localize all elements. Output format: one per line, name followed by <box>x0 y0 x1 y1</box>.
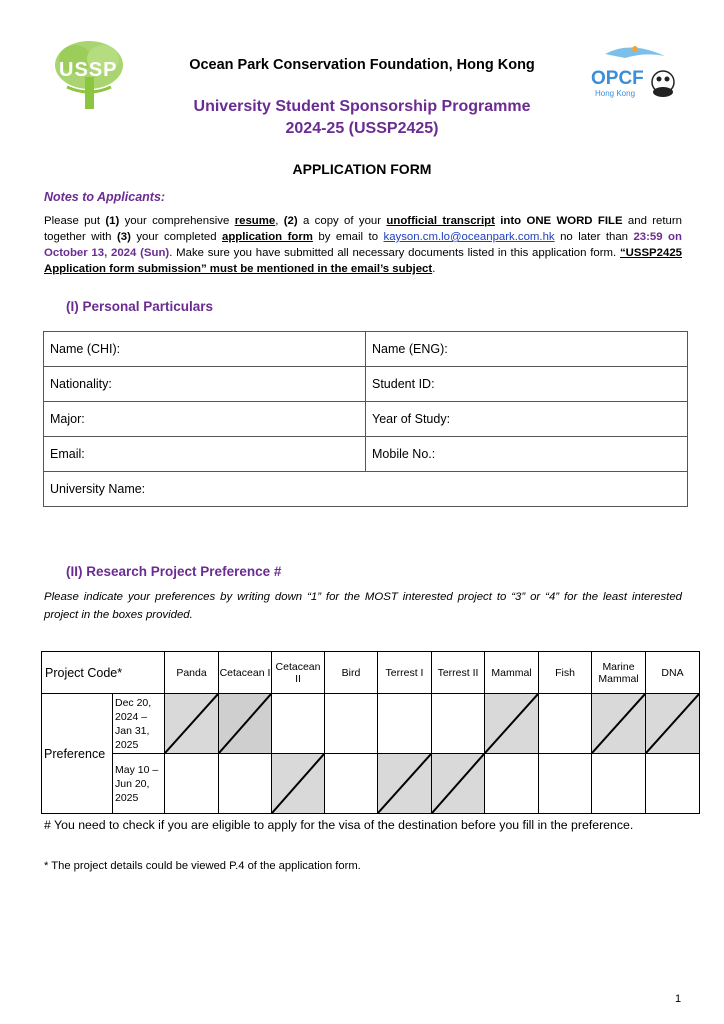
project-column-header: Mammal <box>485 652 539 694</box>
preference-input-cell[interactable] <box>646 754 700 814</box>
section-research-heading: (II) Research Project Preference # <box>66 564 282 579</box>
unavailable-cell <box>272 754 325 814</box>
period-1: Dec 20, 2024 – Jan 31, 2025 <box>113 694 165 754</box>
project-column-header: Terrest I <box>378 652 432 694</box>
preference-input-cell[interactable] <box>432 694 485 754</box>
unavailable-cell <box>378 754 432 814</box>
section-personal-heading: (I) Personal Particulars <box>66 299 214 314</box>
preference-table <box>41 651 700 814</box>
student-id-field[interactable]: Student ID: <box>366 367 688 402</box>
diagonal-line <box>592 694 645 753</box>
unavailable-cell <box>485 694 539 754</box>
preference-input-cell[interactable] <box>165 754 219 814</box>
page-number: 1 <box>675 993 682 1005</box>
diagonal-line <box>646 694 699 753</box>
diagonal-line <box>219 694 271 753</box>
preference-input-cell[interactable] <box>592 754 646 814</box>
diagonal-line <box>272 754 324 813</box>
project-column-header: Bird <box>325 652 378 694</box>
diagonal-line <box>165 694 218 753</box>
preference-input-cell[interactable] <box>485 754 539 814</box>
opcf-logo-text: OPCF <box>591 68 644 89</box>
ussp-logo-text: USSP <box>59 59 118 81</box>
deadline: 23:59 on October 13, 2024 (Sun) <box>44 231 682 259</box>
project-column-header: Terrest II <box>432 652 485 694</box>
project-column-header: Cetacean II <box>272 652 325 694</box>
opcf-logo-subtext: Hong Kong <box>595 89 636 98</box>
notes-paragraph: Please put (1) your comprehensive resume, (2) a copy of your unofficial transcript into ONE WORD FILE and return together with (3) your completed application form by email to kayson.cm.lo@oceanpark.com.hk no later than 23:59 on October 13, 2024 (Sun). Make sure you have submitted all necessary documents listed in this application form. “USSP2425 Application form submission” must be mentioned in the email’s subject. <box>44 215 682 275</box>
visa-footnote: # You need to check if you are eligible to apply for the visa of the destination before you fill in the preference. <box>44 818 634 832</box>
project-column-header: Panda <box>165 652 219 694</box>
project-column-header: Fish <box>539 652 592 694</box>
unavailable-cell <box>219 694 272 754</box>
form-title: APPLICATION FORM <box>292 161 432 177</box>
unavailable-cell <box>432 754 485 814</box>
email-field[interactable]: Email: <box>44 437 366 472</box>
programme-year: 2024-25 (USSP2425) <box>285 120 439 137</box>
diagonal-line <box>485 694 538 753</box>
diagonal-line <box>378 754 431 813</box>
name-chi-field[interactable]: Name (CHI): <box>44 332 366 367</box>
email-link[interactable]: kayson.cm.lo@oceanpark.com.hk <box>383 231 555 243</box>
project-details-footnote: * The project details could be viewed P.4 of the application form. <box>44 860 361 872</box>
preference-input-cell[interactable] <box>539 694 592 754</box>
project-code-header: Project Code* <box>42 652 165 694</box>
project-column-header: DNA <box>646 652 700 694</box>
project-column-header: Cetacean I <box>219 652 272 694</box>
preference-input-cell[interactable] <box>325 754 378 814</box>
diagonal-line <box>432 754 484 813</box>
preference-input-cell[interactable] <box>219 754 272 814</box>
unavailable-cell <box>646 694 700 754</box>
unavailable-cell <box>165 694 219 754</box>
preference-input-cell[interactable] <box>325 694 378 754</box>
project-column-header: Marine Mammal <box>592 652 646 694</box>
year-of-study-field[interactable]: Year of Study: <box>366 402 688 437</box>
name-eng-field[interactable]: Name (ENG): <box>366 332 688 367</box>
preference-input-cell[interactable] <box>378 694 432 754</box>
preference-input-cell[interactable] <box>272 694 325 754</box>
personal-particulars-table <box>43 331 688 507</box>
nationality-field[interactable]: Nationality: <box>44 367 366 402</box>
period-2: May 10 – Jun 20, 2025 <box>113 754 165 814</box>
unavailable-cell <box>592 694 646 754</box>
university-field[interactable]: University Name: <box>44 472 688 507</box>
preference-instructions: Please indicate your preferences by writing down “1” for the MOST interested project to “3” or “4” for the least interested project in the boxes provided. <box>44 591 682 621</box>
organization-name: Ocean Park Conservation Foundation, Hong Kong <box>189 57 535 73</box>
preference-label: Preference <box>42 694 113 814</box>
mobile-field[interactable]: Mobile No.: <box>366 437 688 472</box>
programme-title: University Student Sponsorship Programme <box>193 98 531 115</box>
notes-heading: Notes to Applicants: <box>44 190 166 204</box>
preference-input-cell[interactable] <box>539 754 592 814</box>
major-field[interactable]: Major: <box>44 402 366 437</box>
